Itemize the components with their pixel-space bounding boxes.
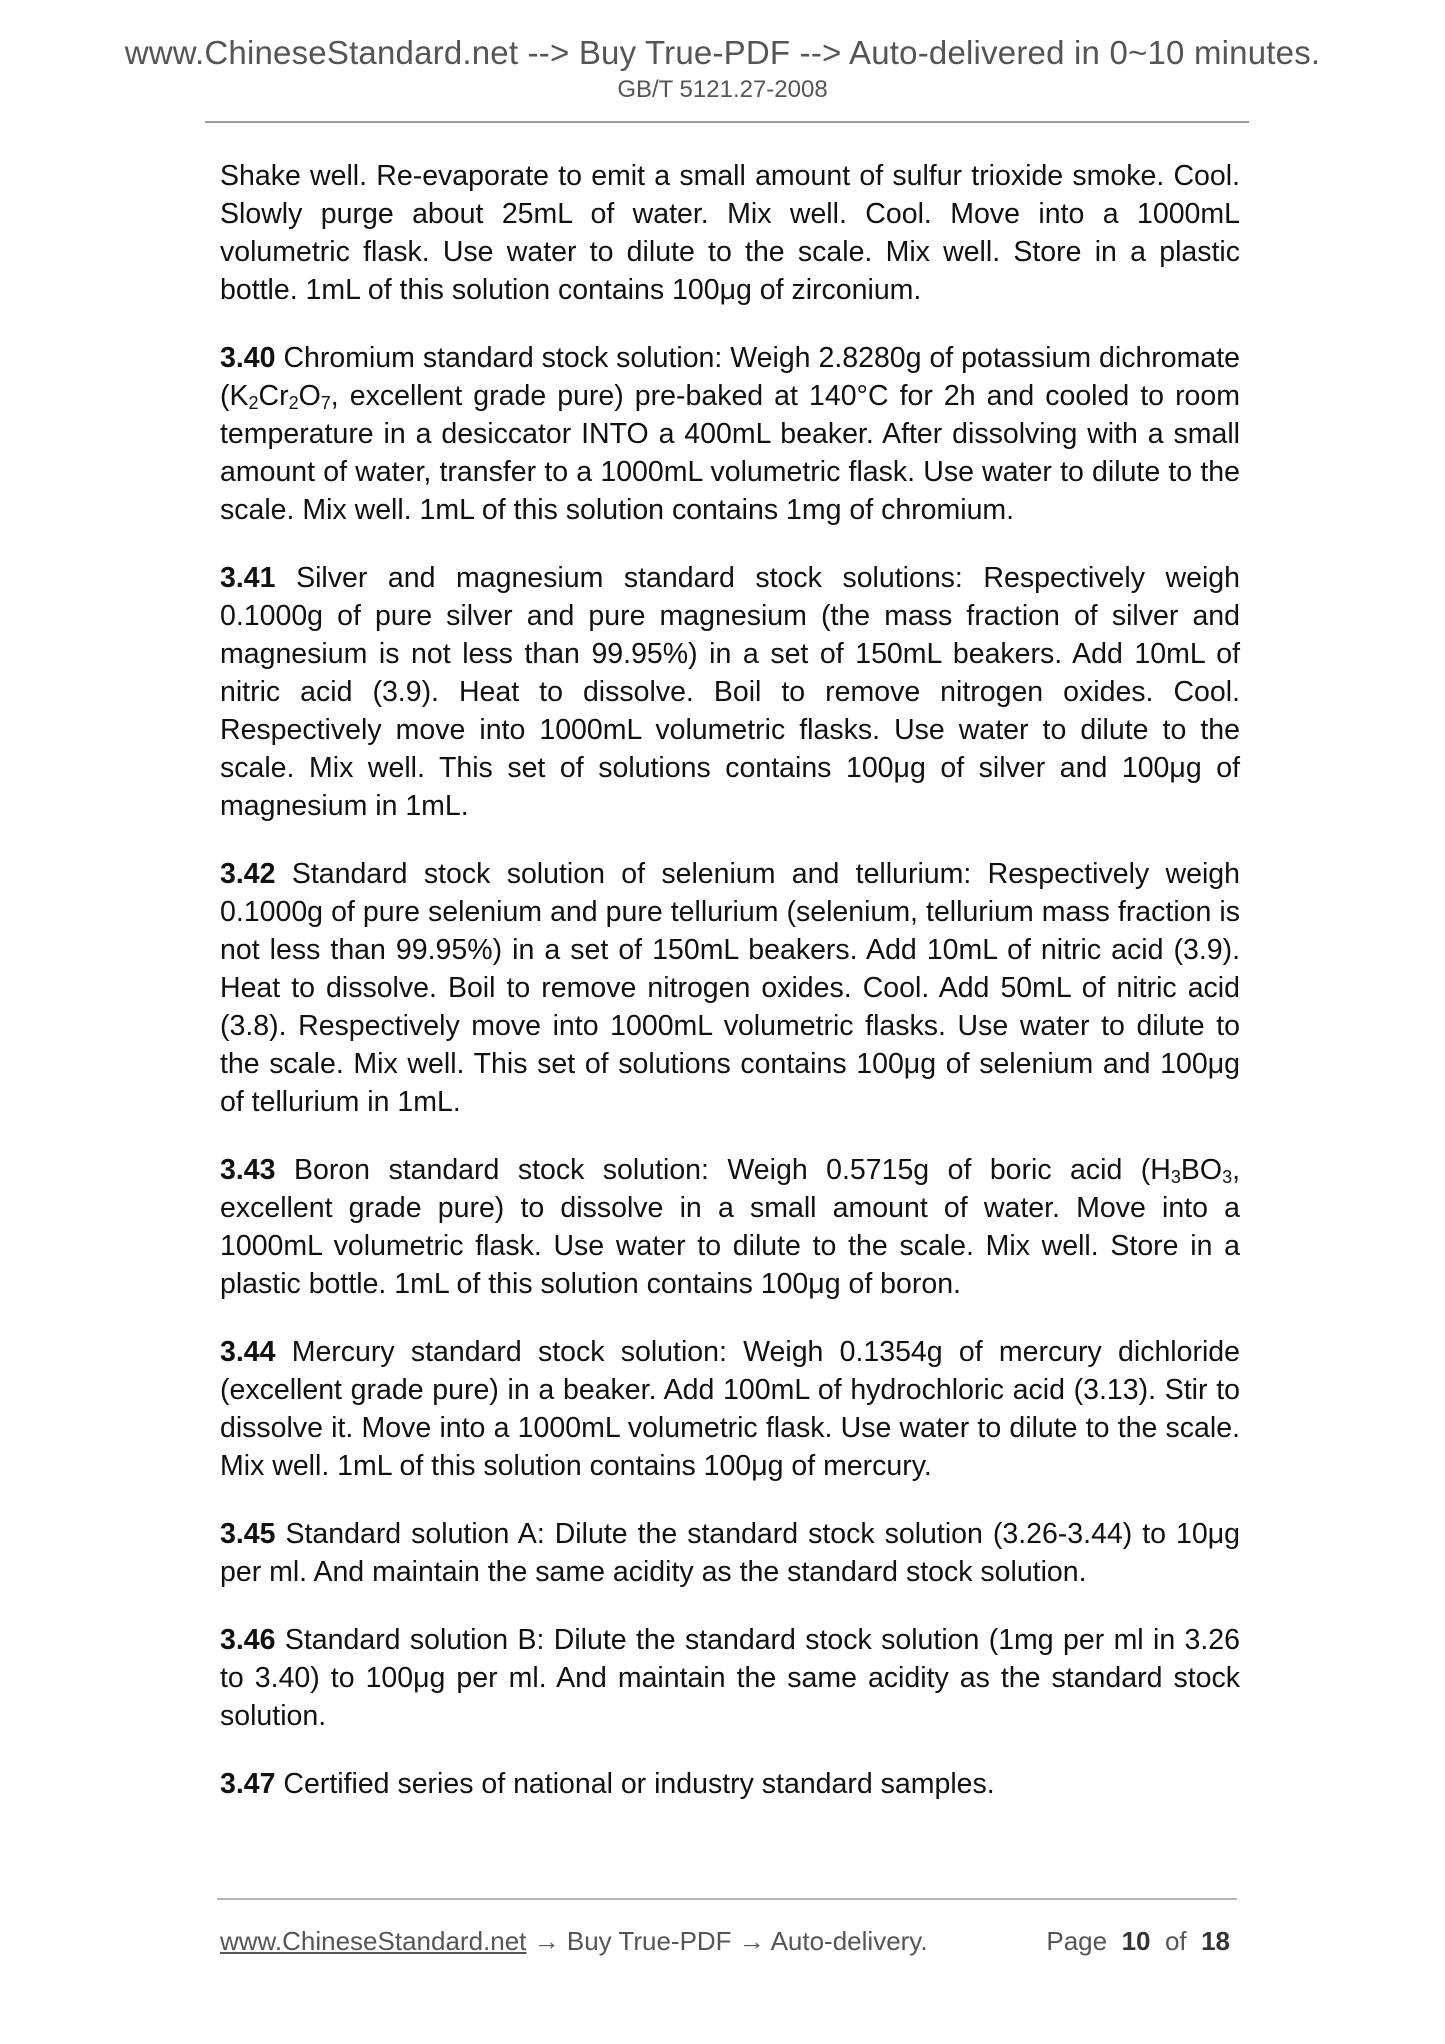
paragraph-text: Boron standard stock solution: Weigh 0.5715g of boric acid (H	[293, 1154, 1171, 1186]
section-number: 3.42	[220, 858, 276, 890]
section-3-40	[220, 339, 1240, 529]
paragraph-text: Shake well. Re-evaporate to emit a small amount of sulfur trioxide smoke. Cool. Slowly purge about 25mL of water. Mix well. Cool. Move into a 1000mL volumetric flask. Use water to dilute to the scale. Mix well. Store in a plastic bottle. 1mL of this solution contains 100μg of zirconium.	[220, 160, 1240, 306]
paragraph-text: Standard solution A: Dilute the standard stock solution (3.26-3.44) to 10μg per ml. And maintain the same acidity as the standard stock solution.	[220, 1518, 1240, 1588]
subscript: 3	[1222, 1167, 1233, 1187]
subscript: 2	[288, 393, 299, 413]
paragraph-text: Standard solution B: Dilute the standard stock solution (1mg per ml in 3.26 to 3.40) to 100μg per ml. And maintain the same acidity as the standard stock solution.	[220, 1624, 1241, 1732]
paragraph-text: O	[298, 380, 321, 412]
page-label: Page	[1046, 1926, 1108, 1956]
section-number: 3.47	[220, 1768, 276, 1800]
paragraph-text: BO	[1180, 1154, 1223, 1186]
paragraph-continued	[220, 157, 1240, 309]
paragraph-text: Chromium standard stock solution: Weigh 2.8280g of potassium dichromate (K	[220, 342, 1240, 412]
paragraph-text: Standard stock solution of selenium and tellurium: Respectively weigh 0.1000g of pure selenium and pure tellurium (selenium, tellurium mass fraction is not less than 99.95%) in a set of 150mL beakers. Add 10mL of nitric acid (3.9). Heat to dissolve. Boil to remove nitrogen oxides. Cool. Add 50mL of nitric acid (3.8). Respectively move into 1000mL volumetric flasks. Use water to dilute to the scale. Mix well. This set of solutions contains 100μg of selenium and 100μg of tellurium in 1mL.	[220, 858, 1240, 1118]
section-number: 3.46	[220, 1624, 276, 1656]
paragraph-text: Certified series of national or industry standard samples.	[283, 1768, 995, 1800]
footer-delivery-text: → Buy True-PDF → Auto-delivery.	[526, 1926, 928, 1956]
section-number: 3.41	[220, 562, 276, 594]
paragraph-text: Silver and magnesium standard stock solutions: Respectively weigh 0.1000g of pure silver and pure magnesium (the mass fraction of silver and magnesium is not less than 99.95%) in a set of 150mL beakers. Add 10mL of nitric acid (3.9). Heat to dissolve. Boil to remove nitrogen oxides. Cool. Respectively move into 1000mL volumetric flasks. Use water to dilute to the scale. Mix well. This set of solutions contains 100μg of silver and 100μg of magnesium in 1mL.	[220, 562, 1241, 822]
section-3-45	[220, 1515, 1240, 1591]
section-3-43	[220, 1151, 1240, 1303]
header-divider	[205, 121, 1249, 123]
subscript: 7	[320, 393, 331, 413]
document-number: GB/T 5121.27-2008	[617, 76, 828, 103]
paragraph-text: , excellent grade pure) pre-baked at 140°C for 2h and cooled to room temperature in a desiccator INTO a 400mL beaker. After dissolving with a small amount of water, transfer to a 1000mL volumetric flask. Use water to dilute to the scale. Mix well. 1mL of this solution contains 1mg of chromium.	[220, 380, 1240, 526]
paragraph-text: Cr	[258, 380, 289, 412]
header-banner: www.ChineseStandard.net --> Buy True-PDF --> Auto-delivered in 0~10 minutes.	[124, 34, 1321, 71]
page-of: of	[1164, 1926, 1187, 1956]
section-number: 3.45	[220, 1518, 276, 1550]
paragraph-text: , excellent grade pure) to dissolve in a small amount of water. Move into a 1000mL volumetric flask. Use water to dilute to the scale. Mix well. Store in a plastic bottle. 1mL of this solution contains 100μg of boron.	[220, 1154, 1240, 1300]
page-total: 18	[1201, 1926, 1230, 1956]
section-3-42	[220, 855, 1240, 1121]
section-3-47	[220, 1765, 1240, 1803]
footer	[220, 1926, 1230, 1957]
page-indicator	[1046, 1926, 1230, 1957]
paragraph-text: Mercury standard stock solution: Weigh 0.1354g of mercury dichloride (excellent grade pure) in a beaker. Add 100mL of hydrochloric acid (3.13). Stir to dissolve it. Move into a 1000mL volumetric flask. Use water to dilute to the scale. Mix well. 1mL of this solution contains 100μg of mercury.	[220, 1336, 1240, 1482]
footer-site-link[interactable]: www.ChineseStandard.net	[220, 1926, 527, 1956]
section-number: 3.40	[220, 342, 276, 374]
page-current: 10	[1121, 1926, 1151, 1956]
footer-divider	[217, 1898, 1237, 1900]
section-number: 3.43	[220, 1154, 276, 1186]
section-number: 3.44	[220, 1336, 276, 1368]
subscript: 3	[1170, 1167, 1181, 1187]
section-3-46	[220, 1621, 1240, 1735]
section-3-41	[220, 559, 1240, 825]
subscript: 2	[248, 393, 259, 413]
document-body	[220, 157, 1240, 1833]
section-3-44	[220, 1333, 1240, 1485]
